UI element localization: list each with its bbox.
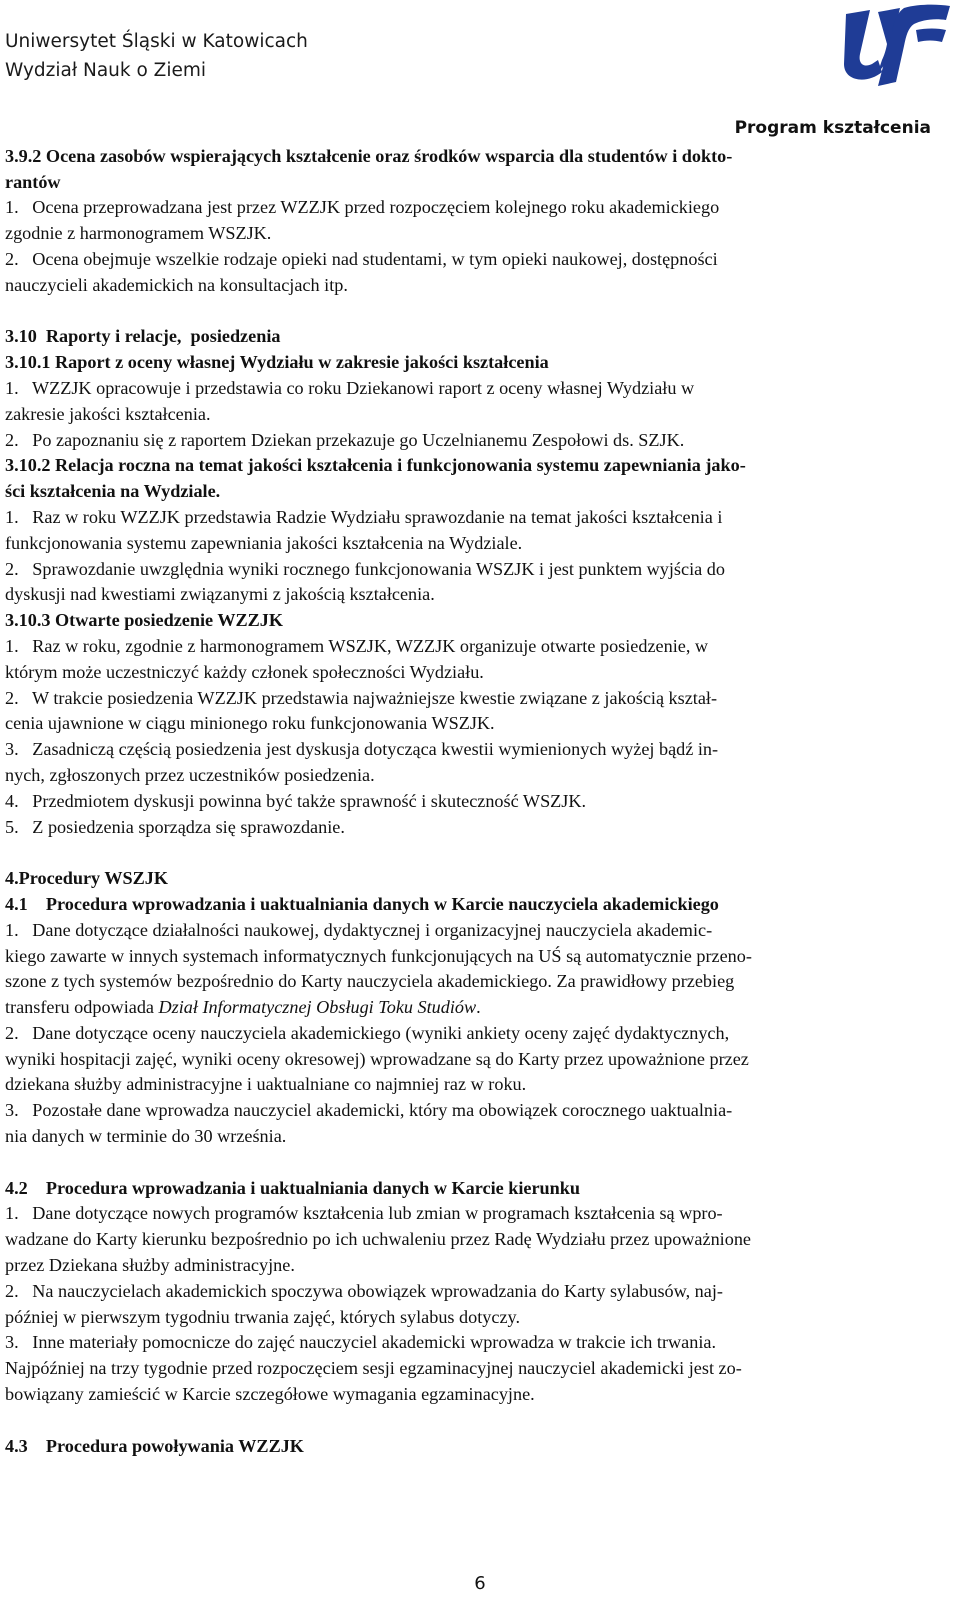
document-body xyxy=(5,118,928,1459)
paragraph-line: później w pierwszym tygodniu trwania zajęć, których sylabus dotyczy. xyxy=(5,1306,520,1327)
paragraph-line: 2. Na nauczycielach akademickich spoczywa obowiązek wprowadzania do Karty sylabusów, naj- xyxy=(5,1280,723,1301)
paragraph-line: 1. Raz w roku, zgodnie z harmonogramem WSZJK, WZZJK organizuje otwarte posiedzenie, w xyxy=(5,635,709,656)
paragraph-line: 4. Przedmiotem dyskusji powinna być także sprawność i skuteczność WSZJK. xyxy=(5,790,587,811)
paragraph-line: zgodnie z harmonogramem WSZJK. xyxy=(5,223,272,244)
paragraph-line: 1. Ocena przeprowadzana jest przez WZZJK przed rozpoczęciem kolejnego roku akademickiego xyxy=(5,197,720,218)
paragraph-line: 1. WZZJK opracowuje i przedstawia co roku Dziekanowi raport z oceny własnej Wydziału w xyxy=(5,377,695,398)
text-run: . xyxy=(476,997,481,1018)
section-heading-cont: rantów xyxy=(5,171,61,192)
paragraph-line: 3. Inne materiały pomocnicze do zajęć nauczyciel akademicki wprowadza w trakcie ich trwania. xyxy=(5,1332,716,1353)
paragraph-line xyxy=(5,995,928,1021)
paragraph-line: nauczycieli akademickich na konsultacjach itp. xyxy=(5,274,348,295)
paragraph-line: 5. Z posiedzenia sporządza się sprawozdanie. xyxy=(5,816,345,837)
chapter-heading: 4.Procedury WSZJK xyxy=(5,868,169,889)
paragraph-line: cenia ujawnione w ciągu minionego roku funkcjonowania WSZJK. xyxy=(5,713,495,734)
paragraph-line: 3. Pozostałe dane wprowadza nauczyciel akademicki, który ma obowiązek corocznego uaktualnia- xyxy=(5,1100,733,1121)
paragraph-line: 2. Dane dotyczące oceny nauczyciela akademickiego (wyniki ankiety oceny zajęć dydaktycznych, xyxy=(5,1022,730,1043)
section-heading: 4.2 Procedura wprowadzania i uaktualniania danych w Karcie kierunku xyxy=(5,1177,581,1198)
section-heading: 3.10 Raporty i relacje, posiedzenia xyxy=(5,326,281,347)
paragraph-line: nych, zgłoszonych przez uczestników posiedzenia. xyxy=(5,764,375,785)
section-heading: 3.10.1 Raport z oceny własnej Wydziału w zakresie jakości kształcenia xyxy=(5,352,549,373)
paragraph-line: nia danych w terminie do 30 września. xyxy=(5,1126,287,1147)
section-heading-cont: ści kształcenia na Wydziale. xyxy=(5,481,221,502)
paragraph-line: 1. Raz w roku WZZJK przedstawia Radzie Wydziału sprawozdanie na temat jakości kształcenia i xyxy=(5,506,723,527)
university-name: Uniwersytet Śląski w Katowicach xyxy=(5,31,308,52)
paragraph-line: bowiązany zamieścić w Karcie szczegółowe wymagania egzaminacyjne. xyxy=(5,1384,535,1405)
paragraph-line: wyniki hospitacji zajęć, wyniki oceny okresowej) wprowadzane są do Karty przez upoważnione przez xyxy=(5,1048,749,1069)
paragraph-line: dziekana służby administracyjne i uaktualniane co najmniej raz w roku. xyxy=(5,1074,527,1095)
paragraph-line: zakresie jakości kształcenia. xyxy=(5,403,211,424)
section-heading: 4.3 Procedura powoływania WZZJK xyxy=(5,1435,304,1456)
paragraph-line: przez Dziekana służby administracyjne. xyxy=(5,1255,295,1276)
program-title: Program kształcenia xyxy=(734,118,931,138)
faculty-name: Wydział Nauk o Ziemi xyxy=(5,60,207,81)
page-header xyxy=(5,27,308,85)
paragraph-line: którym może uczestniczyć każdy członek społeczności Wydziału. xyxy=(5,661,484,682)
paragraph-line: kiego zawarte w innych systemach informatycznych funkcjonujących na UŚ są automatycznie przeno- xyxy=(5,945,752,966)
paragraph-line: 3. Zasadniczą częścią posiedzenia jest dyskusja dotycząca kwestii wymienionych wyżej bądź in- xyxy=(5,739,719,760)
section-heading: 3.9.2 Ocena zasobów wspierających kształcenie oraz środków wsparcia dla studentów i dokto- xyxy=(5,145,733,166)
page-number: 6 xyxy=(474,1573,486,1594)
paragraph-line: Najpóźniej na trzy tygodnie przed rozpoczęciem sesji egzaminacyjnej nauczyciel akademicki jest zo- xyxy=(5,1358,742,1379)
department-name: Dział Informatycznej Obsługi Toku Studiów xyxy=(158,997,477,1018)
paragraph-line: 2. Sprawozdanie uwzględnia wyniki rocznego funkcjonowania WSZJK i jest punktem wyjścia do xyxy=(5,558,725,579)
section-heading: 3.10.3 Otwarte posiedzenie WZZJK xyxy=(5,610,284,631)
paragraph-line: 1. Dane dotyczące nowych programów kształcenia lub zmian w programach kształcenia są wpro- xyxy=(5,1203,723,1224)
section-heading: 4.1 Procedura wprowadzania i uaktualniania danych w Karcie nauczyciela akademickiego xyxy=(5,893,719,914)
section-heading: 3.10.2 Relacja roczna na temat jakości kształcenia i funkcjonowania systemu zapewniania jako- xyxy=(5,455,746,476)
paragraph-line: 2. Po zapoznaniu się z raportem Dziekan przekazuje go Uczelnianemu Zespołowi ds. SZJK. xyxy=(5,429,685,450)
text-run: transferu odpowiada xyxy=(5,997,159,1018)
paragraph-line: funkcjonowania systemu zapewniania jakości kształcenia na Wydziale. xyxy=(5,532,523,553)
paragraph-line: 1. Dane dotyczące działalności naukowej, dydaktycznej i organizacyjnej nauczyciela akademic- xyxy=(5,919,713,940)
paragraph-line: 2. Ocena obejmuje wszelkie rodzaje opieki nad studentami, w tym opieki naukowej, dostępności xyxy=(5,248,718,269)
paragraph-line: wadzane do Karty kierunku bezpośrednio po ich uchwaleniu przez Radę Wydziału przez upoważnione xyxy=(5,1229,751,1250)
paragraph-line: 2. W trakcie posiedzenia WZZJK przedstawia najważniejsze kwestie związane z jakością kształ- xyxy=(5,687,718,708)
university-logo xyxy=(838,2,956,90)
paragraph-line: dyskusji nad kwestiami związanymi z jakością kształcenia. xyxy=(5,584,435,605)
paragraph-line: szone z tych systemów bezpośrednio do Karty nauczyciela akademickiego. Za prawidłowy przebieg xyxy=(5,971,735,992)
